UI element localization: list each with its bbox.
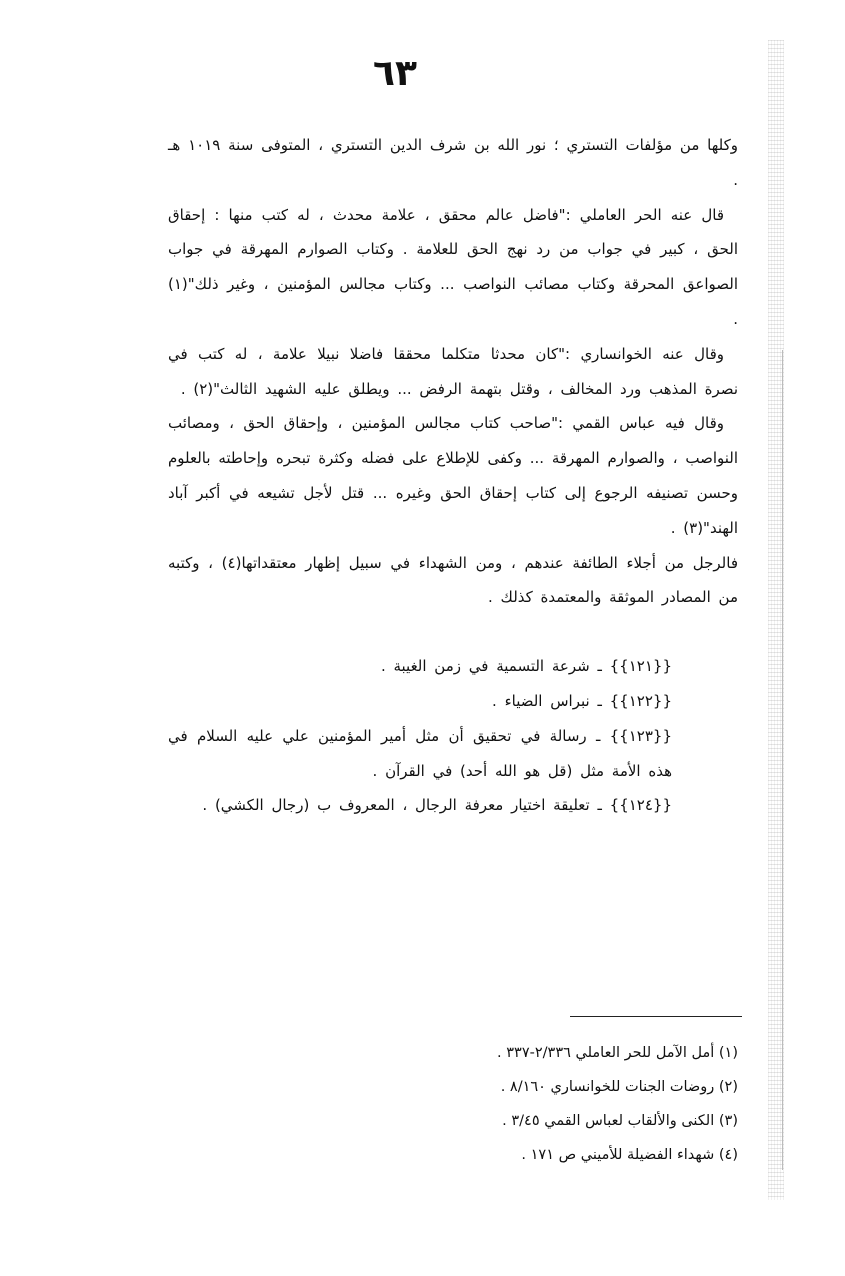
- scan-binding-line: [782, 350, 783, 1170]
- list-item-124: {{١٢٤}} ـ تعليقة اختيار معرفة الرجال ، المعروف ب (رجال الكشي) .: [202, 796, 672, 815]
- main-text: [168, 128, 738, 823]
- paragraph-2: قال عنه الحر العاملي :"فاضل عالم محقق ، علامة محدث ، له كتب منها : إحقاق الحق ، كبير في جواب من رد نهج الحق للعلامة . وكتاب الصوارم المهرقة في جواب الصواعق المحرقة وكتاب مصائب النواصب ... وكتاب مجالس المؤمنين ، وغير ذلك"(١) .: [168, 205, 738, 328]
- paragraph-1: وكلها من مؤلفات التستري ؛ نور الله بن شرف الدين التستري ، المتوفى سنة ١٠١٩ هـ .: [168, 136, 738, 189]
- page-number: ٦٣: [373, 53, 417, 94]
- list-item-123: {{١٢٣}} ـ رسالة في تحقيق أن مثل أمير المؤمنين علي عليه السلام في هذه الأمة مثل (قل هو الله أحد) في القرآن .: [168, 726, 672, 780]
- paragraph-3: وقال عنه الخوانساري :"كان محدثا متكلما محققا فاضلا نبيلا علامة ، له كتب في نصرة المذهب ورد المخالف ، وقتل بتهمة الرفض ... ويطلق عليه الشهيد الثالث"(٢) .: [168, 344, 738, 398]
- list-item-122: {{١٢٢}} ـ نبراس الضياء .: [492, 691, 672, 710]
- footnote-1: (١) أمل الآمل للحر العاملي ٢/٣٣٦-٣٣٧ .: [497, 1045, 738, 1061]
- section-gap: [168, 615, 738, 649]
- footnote-3: (٣) الكنى والألقاب لعباس القمي ٣/٤٥ .: [502, 1113, 738, 1129]
- footnote-divider: [570, 1016, 742, 1017]
- footnote-2: (٢) روضات الجنات للخوانساري ٨/١٦٠ .: [500, 1079, 738, 1095]
- footnote-4: (٤) شهداء الفضيلة للأميني ص ١٧١ .: [521, 1147, 738, 1163]
- paragraph-4: وقال فيه عباس القمي :"صاحب كتاب مجالس المؤمنين ، وإحقاق الحق ، ومصائب النواصب ، والصوارم المهرقة ... وكفى للإطلاع على فضله وكثرة تبحره وإحاطته بالعلوم وحسن تصنيفه الرجوع إلى كتاب إحقاق الحق وغيره ... قتل لأجل تشيعه في أكبر آباد الهند"(٣) .: [168, 414, 738, 537]
- paragraph-5: فالرجل من أجلاء الطائفة عندهم ، ومن الشهداء في سبيل إظهار معتقداتها(٤) ، وكتبه من المصادر الموثقة والمعتمدة كذلك .: [168, 553, 738, 607]
- list-item-121: {{١٢١}} ـ شرعة التسمية في زمن الغيبة .: [380, 657, 672, 676]
- footnotes: [168, 1036, 738, 1172]
